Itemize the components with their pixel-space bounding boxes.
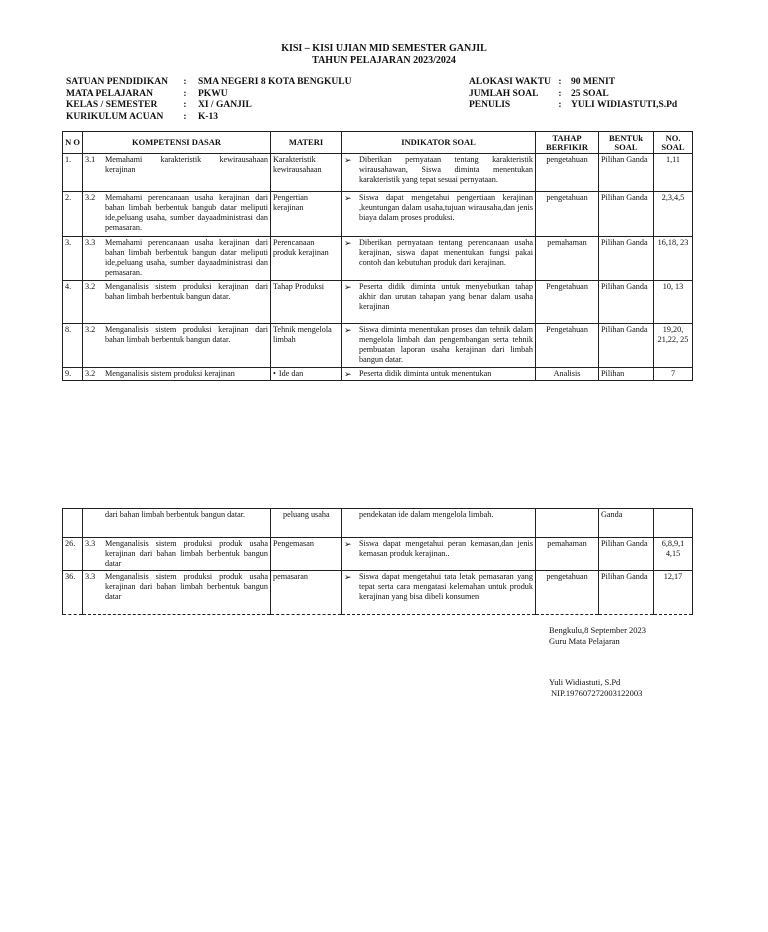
row-nosoal: 7 [654,368,693,381]
kd-text: Menganalisis sistem produksi produk usaha kerajinan dari bahan limbah berbentuk bangun datar [105,539,268,568]
document-subtitle: TAHUN PELAJARAN 2023/2024 [312,55,456,66]
row-materi: Pengertian kerajinan [271,192,342,237]
row-materi [271,368,342,381]
row-kompetensi [83,281,271,324]
row-indikator [342,368,536,381]
table-row-continued [63,509,693,538]
arrow-bullet-icon: ➢ [344,369,352,379]
row-materi [271,509,342,538]
table-row [63,324,693,368]
row-no: 1. [63,154,83,192]
row-nosoal [654,509,693,538]
table-row [63,154,693,192]
kd-code: 3.2 [85,325,96,334]
indikator-text: Siswa dapat mengetahui pengertiaan kerajinan ,keuntungan dalam usaha,tujuan wirausaha,dan jenis biaya dalam proses produksi. [359,193,533,222]
header-no: N O [63,132,83,154]
colon: : [183,111,187,122]
arrow-bullet-icon: ➢ [344,282,352,292]
row-tahap: pengetahuan [536,192,599,237]
row-bentuk: Pilihan Ganda [599,281,654,324]
row-kompetensi [83,509,271,538]
document-title: KISI – KISI UJIAN MID SEMESTER GANJIL [281,43,487,54]
colon: : [183,88,187,99]
row-nosoal: 6,8,9,1 4,15 [654,538,693,571]
colon: : [558,77,562,87]
info-row [66,77,351,89]
signature-role: Guru Mata Pelajaran [549,635,620,646]
row-nosoal: 10, 13 [654,281,693,324]
row-no: 2. [63,192,83,237]
row-indikator [342,509,536,538]
row-indikator [342,324,536,368]
row-bentuk: Pilihan [599,368,654,381]
row-nosoal: 2,3,4,5 [654,192,693,237]
row-kompetensi [83,368,271,381]
table-header-row [63,132,693,154]
row-tahap: Analisis [536,368,599,381]
info-value: K-13 [198,111,219,122]
signature-name: Yuli Widiastuti, S.Pd [549,677,621,687]
header-kompetensi-dasar: KOMPETENSI DASAR [83,132,271,154]
kd-text: Menganalisis sistem produksi produk usaha kerajinan dari bahan limbah berbentuk bangun datar [105,572,268,601]
info-label: PENULIS [469,100,511,110]
kd-code: 3.2 [85,369,96,378]
row-indikator [342,281,536,324]
table-row [63,281,693,324]
row-tahap [536,509,599,538]
info-label: MATA PELAJARAN [66,88,153,99]
row-materi: Perencanaan produk kerajinan [271,237,342,281]
table-row [63,368,693,381]
indikator-text: Siswa diminta menentukan proses dan tehnik dalam mengelola limbah dan pengembangan serta tehnik pembuatan laporan usaha kerajinan dari limbah bangun datar. [359,325,533,364]
materi-text: Ide dan [278,369,304,378]
indikator-text: pendekatan ide dalam mengelola limbah. [359,510,494,519]
row-tahap: Pengetahuan [536,324,599,368]
row-tahap: pengetahuan [536,571,599,615]
row-no: 4. [63,281,83,324]
indikator-text: Siswa dapat mengetahui peran kemasan,dan jenis kemasan produk kerajinan.. [359,539,533,558]
header-materi: MATERI [271,132,342,154]
info-label: KELAS / SEMESTER [66,100,158,110]
row-tahap: pemahaman [536,538,599,571]
kd-text: Memahami perencanaan usaha kerajinan dari bahan limbah berbentuk bangub datar meliputi ide,peluang usaha, sumber dayaadministrasi dan pemasaran. [105,193,268,232]
kd-text: Memahami perencanaan usaha kerajinan dari bahan limbah berbentuk bangun datar meliputi ide,peluang usaha, sumber dayaadministrasi dan pemasaran. [105,238,268,277]
kd-code: 3.2 [85,282,96,291]
row-no: 3. [63,237,83,281]
arrow-bullet-icon: ➢ [344,238,352,248]
indikator-text: Peserta didik diminta untuk menentukan [359,369,492,378]
info-label: SATUAN PENDIDIKAN [66,77,168,87]
row-kompetensi [83,324,271,368]
indikator-text: Peserta didik diminta untuk menyebutkan tahap akhir dan urutan tahapan yang benar dalam usaha kerajinan [359,282,533,311]
row-materi: Tehnik mengelola limbah [271,324,342,368]
signature-place-date: Bengkulu,8 September 2023 [549,625,647,635]
indikator-text: Siswa dapat mengetahui tata letak pemasaran yang tepat serta cara mengatasi kelemahan untuk produk kerajinan yang bisa dibeli konsumen [359,572,533,601]
row-bentuk: Pilihan Ganda [599,324,654,368]
row-indikator [342,154,536,192]
info-value: YULI WIDIASTUTI,S.Pd [571,100,678,110]
row-indikator [342,571,536,615]
row-indikator [342,538,536,571]
row-kompetensi [83,192,271,237]
arrow-bullet-icon: ➢ [344,572,352,582]
table-row [63,571,693,615]
bullet-dot-icon: • [273,369,276,378]
info-right [469,77,677,112]
header-no-soal: NO. SOAL [654,132,693,154]
kd-code: 3.3 [85,539,96,548]
indikator-text: Diberikan pernyataan tentang perencanaan usaha kerajinan, siswa dapat menentukan fungsi pakai contoh dan kebutuhan produk dari kerajinan. [359,238,533,267]
info-label: JUMLAH SOAL [469,88,539,99]
colon: : [558,100,562,110]
info-row [66,112,351,124]
info-value: SMA NEGERI 8 KOTA BENGKULU [198,77,352,87]
signature-nip: NIP.197607272003122003 [551,687,643,698]
info-label: KURIKULUM ACUAN [66,111,164,122]
row-tahap: pemahaman [536,237,599,281]
signature-name-block [549,677,642,698]
row-materi: Karakteristik kewirausahaan [271,154,342,192]
arrow-bullet-icon: ➢ [344,155,352,165]
row-kompetensi [83,154,271,192]
materi-text: peluang usaha [283,510,330,519]
kd-text: dari bahan limbah berbentuk bangun datar. [105,510,246,519]
row-no: 36. [63,571,83,615]
info-row [66,89,351,101]
kd-text: Memahami karakteristik kewirausahaan kerajinan [105,155,268,174]
info-left [66,77,351,123]
kisi-table-top [62,131,693,381]
row-tahap: pengetahuan [536,154,599,192]
kd-text: Menganalisis sistem produksi kerajinan dari bahan limbah berbentuk bangun datar. [105,282,268,301]
kd-code: 3.3 [85,238,96,247]
row-no: 26. [63,538,83,571]
info-value: PKWU [198,88,228,99]
row-materi: Tahap Produksi [271,281,342,324]
colon: : [558,88,562,99]
row-nosoal: 19,20, 21,22, 25 [654,324,693,368]
row-kompetensi [83,237,271,281]
table-row [63,538,693,571]
row-materi: Pengemasan [271,538,342,571]
kd-text: Menganalisis sistem produksi kerajinan dari bahan limbah berbentuk bangun datar. [105,325,268,344]
row-tahap: Pengetahuan [536,281,599,324]
signature-block [549,625,646,646]
row-nosoal: 16,18, 23 [654,237,693,281]
info-row [66,100,351,112]
row-no [63,509,83,538]
info-value: 90 MENIT [571,77,616,87]
info-value: XI / GANJIL [198,100,252,110]
kd-text: Menganalisis sistem produksi kerajinan [105,369,235,378]
row-bentuk: Pilihan Ganda [599,571,654,615]
row-nosoal: 1,11 [654,154,693,192]
arrow-bullet-icon: ➢ [344,539,352,549]
colon: : [183,100,187,110]
row-bentuk: Pilihan Ganda [599,237,654,281]
row-no: 8. [63,324,83,368]
row-no: 9. [63,368,83,381]
row-kompetensi [83,538,271,571]
header-tahap-berfikir: TAHAP BERFIKIR [536,132,599,154]
header-indikator-soal: INDIKATOR SOAL [342,132,536,154]
row-indikator [342,192,536,237]
row-materi: pemasaran [271,571,342,615]
info-value: 25 SOAL [571,88,609,99]
info-row [469,100,677,112]
info-row [469,77,677,89]
kd-code: 3.3 [85,572,96,581]
indikator-text: Diberikan pernyataan tentang karakteristik wirausahawan, Siswa diminta menentukan karakteristik yang tepat sesuai pernyataan. [359,155,533,184]
arrow-bullet-icon: ➢ [344,193,352,203]
row-bentuk: Pilihan Ganda [599,154,654,192]
row-nosoal: 12,17 [654,571,693,615]
row-indikator [342,237,536,281]
table-row [63,192,693,237]
kisi-table-bottom [62,508,693,615]
kd-code: 3.2 [85,193,96,202]
row-bentuk: Pilihan Ganda [599,192,654,237]
info-row [469,89,677,101]
table-row [63,237,693,281]
info-label: ALOKASI WAKTU [469,77,551,87]
arrow-bullet-icon: ➢ [344,325,352,335]
header-bentuk-soal: BENTUk SOAL [599,132,654,154]
row-bentuk: Pilihan Ganda [599,538,654,571]
colon: : [183,77,187,87]
kd-code: 3.1 [85,155,96,164]
row-kompetensi [83,571,271,615]
row-bentuk: Ganda [599,509,654,538]
